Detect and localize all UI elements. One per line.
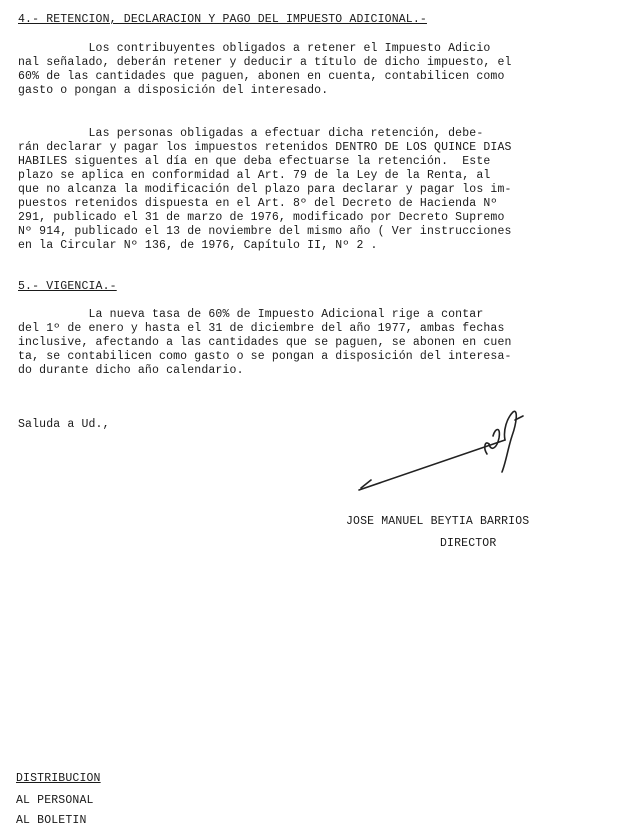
paragraph-line: del 1º de enero y hasta el 31 de diciembre del año 1977, ambas fechas — [18, 322, 505, 335]
paragraph-line: 291, publicado el 31 de marzo de 1976, modificado por Decreto Supremo — [18, 211, 505, 224]
section-5-heading — [18, 280, 117, 295]
distribution-heading: DISTRIBUCION — [16, 772, 101, 785]
signatory-title: DIRECTOR — [440, 537, 497, 550]
paragraph-line: ta, se contabilicen como gasto o se pongan a disposición del interesa- — [18, 350, 512, 363]
signature-scribble — [355, 408, 530, 498]
paragraph-line: Las personas obligadas a efectuar dicha retención, debe- — [18, 127, 484, 140]
paragraph-line: Los contribuyentes obligados a retener el Impuesto Adicio — [18, 42, 491, 55]
paragraph-line: do durante dicho año calendario. — [18, 364, 244, 377]
section-4-heading: 4.- RETENCION, DECLARACION Y PAGO DEL IMPUESTO ADICIONAL.- — [18, 13, 427, 26]
paragraph-line: Nº 914, publicado el 13 de noviembre del mismo año ( Ver instrucciones — [18, 225, 512, 238]
section-5-heading-text: 5.- VIGENCIA.- — [18, 280, 117, 293]
distribution-item: AL PERSONAL — [16, 794, 94, 807]
signatory-name: JOSE MANUEL BEYTIA BARRIOS — [346, 515, 530, 528]
paragraph-line: 60% de las cantidades que paguen, abonen en cuenta, contabilicen como — [18, 70, 505, 83]
distribution-item: AL BOLETIN — [16, 814, 87, 827]
paragraph-line: inclusive, afectando a las cantidades que se paguen, se abonen en cuen — [18, 336, 512, 349]
closing-salutation: Saluda a Ud., — [18, 418, 110, 431]
paragraph-line: La nueva tasa de 60% de Impuesto Adicional rige a contar — [18, 308, 484, 321]
paragraph-line: HABILES siguentes al día en que deba efectuarse la retención. Este — [18, 155, 491, 168]
paragraph-line: rán declarar y pagar los impuestos retenidos DENTRO DE LOS QUINCE DIAS — [18, 141, 512, 154]
paragraph-line: nal señalado, deberán retener y deducir a título de dicho impuesto, el — [18, 56, 512, 69]
paragraph-line: que no alcanza la modificación del plazo para declarar y pagar los im- — [18, 183, 512, 196]
paragraph-line: en la Circular Nº 136, de 1976, Capítulo II, Nº 2 . — [18, 239, 378, 252]
paragraph-line: puestos retenidos dispuesta en el Art. 8º del Decreto de Hacienda Nº — [18, 197, 498, 210]
paragraph-line: plazo se aplica en conformidad al Art. 79 de la Ley de la Renta, al — [18, 169, 491, 182]
paragraph-line: gasto o pongan a disposición del interesado. — [18, 84, 329, 97]
